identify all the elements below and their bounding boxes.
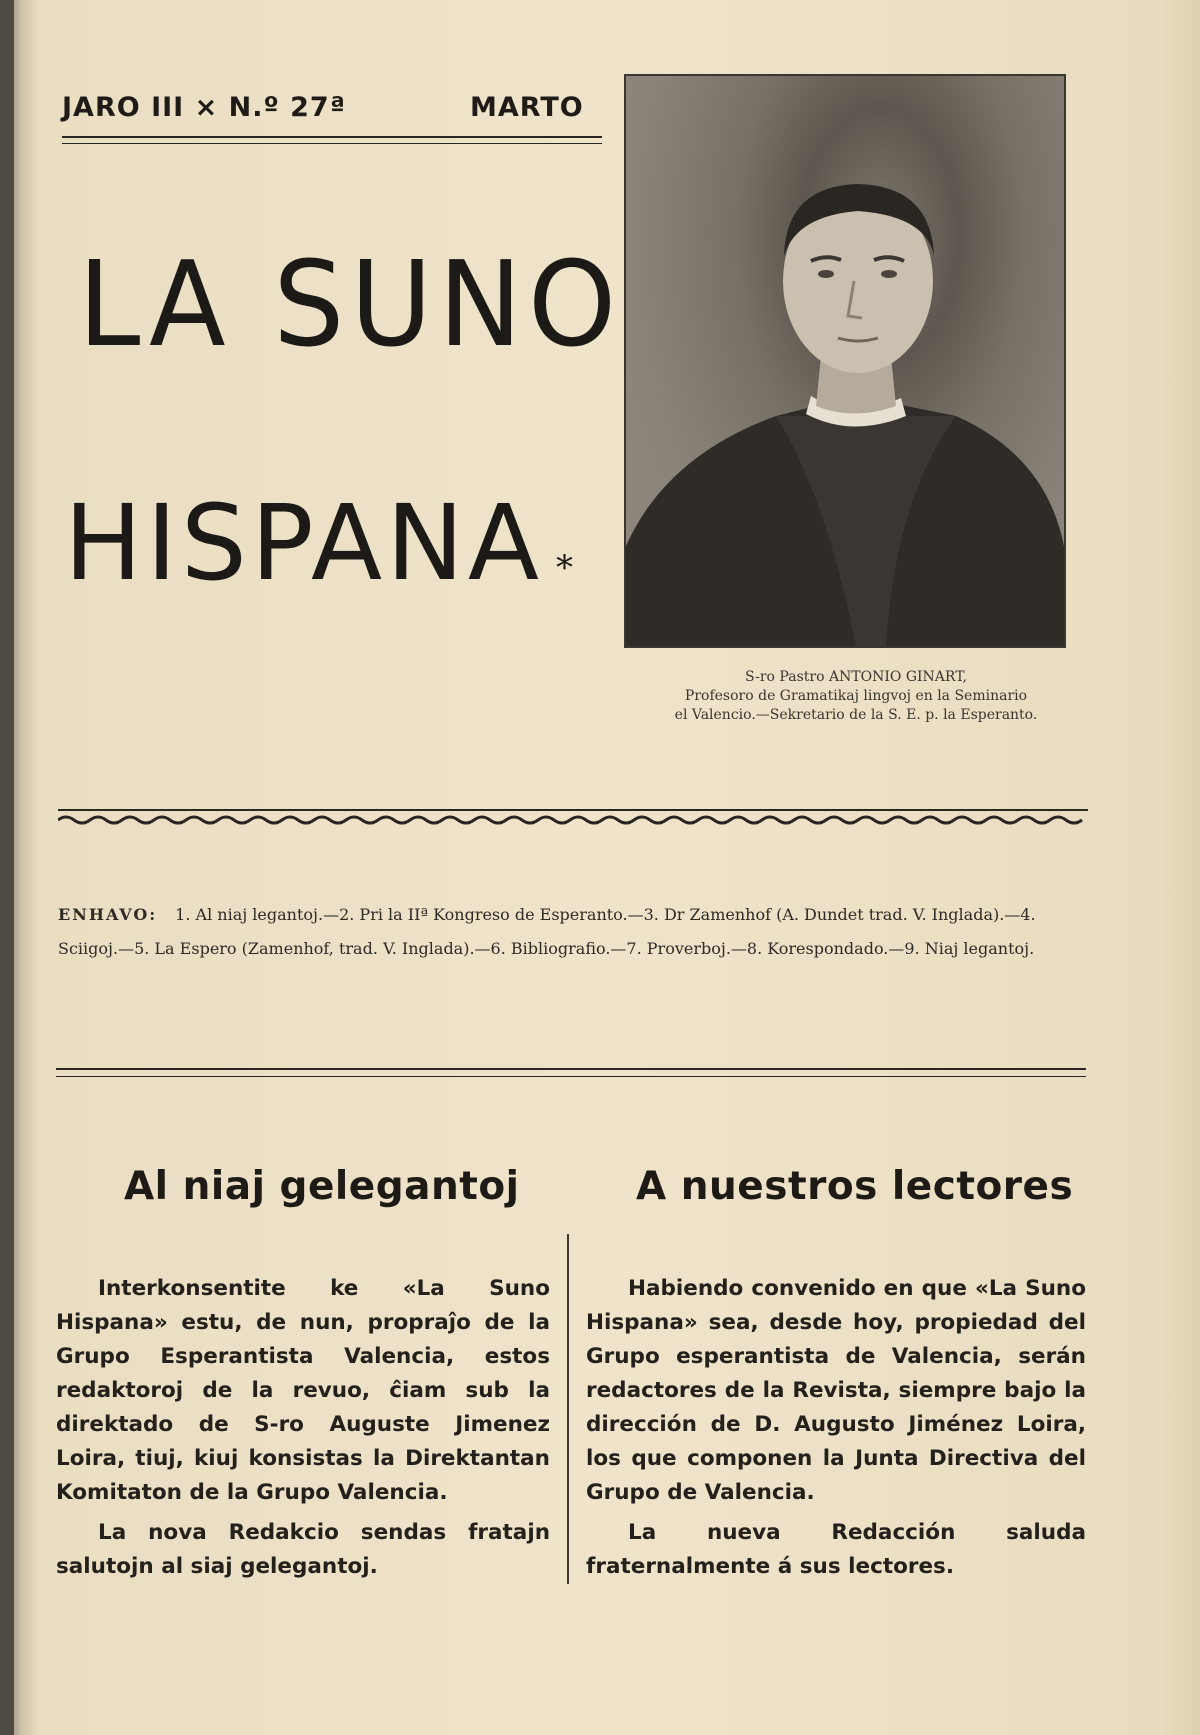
binding-spine [0,0,14,1735]
table-of-contents [58,898,1098,966]
header-rule-bottom [62,143,602,144]
caption-line: Profesoro de Gramatikaj lingvoj en la Seminario [684,688,1028,704]
section-rule-top [56,1068,1086,1070]
masthead-title-line1: LA SUNO [78,236,623,374]
decorative-wavy-rule [58,808,1088,828]
masthead-asterisk: * [556,548,573,588]
masthead-title-line2: HISPANA [64,482,544,604]
article-paragraph: Interkonsentite ke «La Suno Hispana» estu, de nun, propraĵo de la Grupo Esperantista Valencia, estos redaktoroj de la revuo, ĉiam sub la direktado de S-ro Auguste Jimenez Loira, tiuj, kiuj konsistas la Direktantan Komitaton de la Grupo Valencia. [56,1276,550,1505]
article-title-spanish: A nuestros lectores [636,1164,1074,1209]
photo-caption [606,668,1106,725]
header-rule-top [62,136,602,138]
article-paragraph: La nova Redakcio sendas fratajn salutojn al siaj gelegantoj. [56,1520,550,1579]
contents-text: 1. Al niaj legantoj.—2. Pri la IIª Kongreso de Esperanto.—3. Dr Zamenhof (A. Dundet trad. V. Inglada).—4. Sciigoj.—5. La Espero (Zamenhof, trad. V. Inglada).—6. Bibliografio.—7. Proverboj.—8. Korespondado.—9. Niaj legantoj. [58,905,1036,958]
issue-number: JARO III × N.º 27ª [62,92,346,123]
issue-month: MARTO [470,92,584,123]
article-body-esperanto [56,1272,550,1590]
article-body-spanish [586,1272,1086,1590]
article-paragraph: Habiendo convenido en que «La Suno Hispana» sea, desde hoy, propiedad del Grupo esperantista de Valencia, serán redactores de la Revista, siempre bajo la dirección de D. Augusto Jiménez Loira, los que componen la Junta Directiva del Grupo de Valencia. [586,1276,1086,1505]
caption-line: S-ro Pastro ANTONIO GINART, [745,669,967,685]
portrait-figure [626,76,1064,646]
contents-label: ENHAVO: [58,905,158,924]
portrait-photo [624,74,1066,648]
article-paragraph: La nueva Redacción saluda fraternalmente á sus lectores. [586,1520,1086,1579]
caption-line: el Valencio.—Sekretario de la S. E. p. la Esperanto. [674,707,1038,723]
article-title-esperanto: Al niaj gelegantoj [124,1164,520,1209]
column-divider [567,1234,569,1584]
section-rule-bottom [56,1076,1086,1077]
